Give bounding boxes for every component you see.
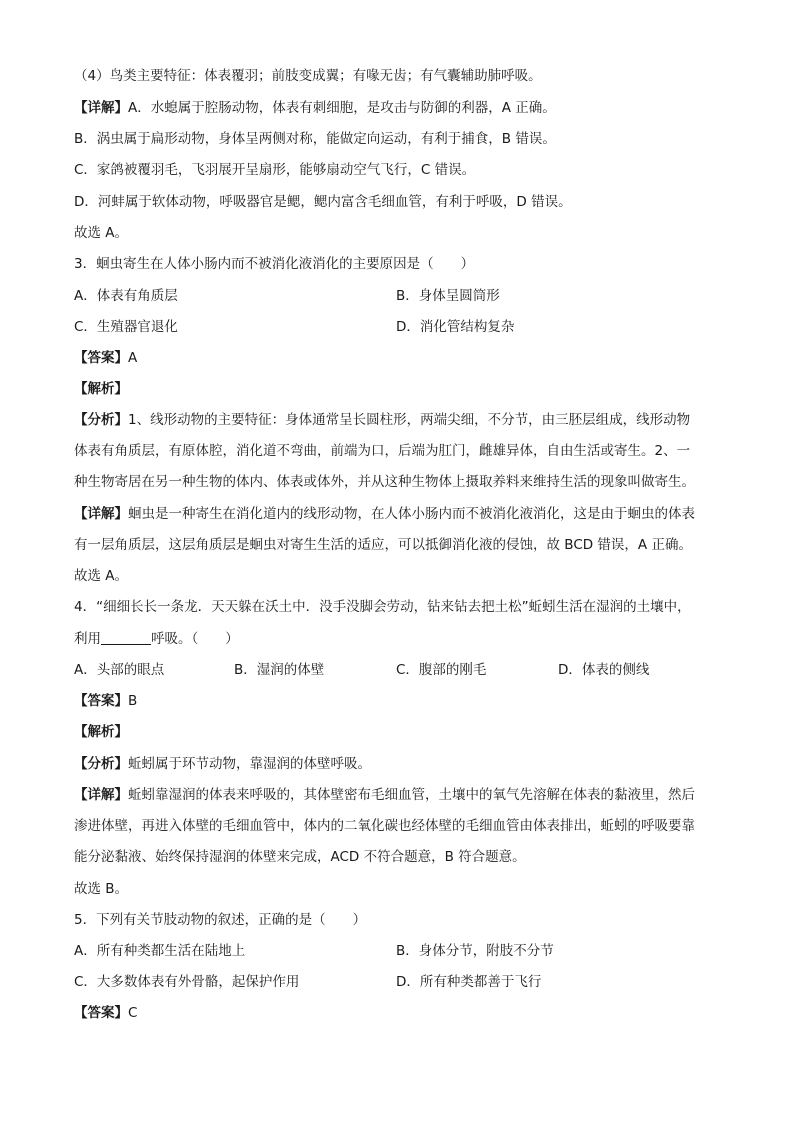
q4-option-d: D．体表的侧线 <box>558 662 650 678</box>
q3-fenxi-line-3: 种生物寄居在另一种生物的体内、体表或体外，并从这种生物体上摄取养料来维持生活的现象叫做寄生。 <box>74 474 695 490</box>
q4-option-a: A．头部的眼点 <box>74 662 165 678</box>
fenxi-tag: 【分析】 <box>74 412 128 428</box>
detail-text: 蚯蚓靠湿润的体表来呼吸的，其体壁密布毛细血管，土壤中的氧气先溶解在体表的黏液里，然后 <box>128 787 695 803</box>
intro-detail-line-d: D．河蚌属于软体动物，呼吸器官是鳃，鳃内富含毛细血管，有利于呼吸，D 错误。 <box>74 194 572 210</box>
answer-value: C <box>128 1005 138 1021</box>
detail-tag: 【详解】 <box>74 787 128 803</box>
fill-in-blank <box>101 630 151 645</box>
answer-value: B <box>128 693 138 709</box>
detail-text: A．水螅属于腔肠动物，体表有刺细胞，是攻击与防御的利器，A 正确。 <box>128 100 556 116</box>
q3-detail-line-1 <box>74 504 734 524</box>
q5-option-b: B．身体分节，附肢不分节 <box>396 943 554 959</box>
fenxi-text: 1、线形动物的主要特征：身体通常呈长圆柱形，两端尖细，不分节，由三胚层组成，线形动物 <box>128 412 691 428</box>
q4-option-c: C．腹部的刚毛 <box>396 662 487 678</box>
q5-option-c: C．大多数体表有外骨骼，起保护作用 <box>74 974 300 990</box>
q4-option-b: B．湿润的体壁 <box>234 662 325 678</box>
q3-conclusion: 故选 A。 <box>74 568 129 584</box>
intro-line-bird-features: （4）鸟类主要特征：体表覆羽；前肢变成翼；有喙无齿；有气囊辅助肺呼吸。 <box>74 68 542 84</box>
q3-option-a: A．体表有角质层 <box>74 288 178 304</box>
q4-stem-line-1: 4．“细细长长一条龙．天天躲在沃土中．没手没脚会劳动，钻来钻去把土松”蚯蚓生活在湿润的土壤中， <box>74 599 691 615</box>
q3-option-c: C．生殖器官退化 <box>74 319 178 335</box>
q3-option-b: B．身体呈圆筒形 <box>396 288 500 304</box>
q5-option-a: A．所有种类都生活在陆地上 <box>74 943 246 959</box>
answer-tag: 【答案】 <box>74 1005 128 1021</box>
q4-detail-line-3: 能分泌黏液、始终保持湿润的体壁来完成，ACD 不符合题意，B 符合题意。 <box>74 849 526 865</box>
q4-stem-suffix: 呼吸。（ ） <box>151 631 239 647</box>
q4-detail-line-2: 渗进体壁，再进入体壁的毛细血管中，体内的二氧化碳也经体壁的毛细血管由体表排出，蚯蚓的呼吸要靠 <box>74 818 695 834</box>
q4-detail-line-1 <box>74 785 734 805</box>
intro-detail-line-a <box>74 98 734 118</box>
answer-tag: 【答案】 <box>74 350 128 366</box>
q4-analysis-tag: 【解析】 <box>74 724 128 740</box>
q3-answer <box>74 348 734 368</box>
fenxi-text: 蚯蚓属于环节动物，靠湿润的体壁呼吸。 <box>128 756 371 772</box>
q5-stem: 5．下列有关节肢动物的叙述，正确的是（ ） <box>74 912 367 928</box>
detail-tag: 【详解】 <box>74 506 128 522</box>
detail-text: 蛔虫是一种寄生在消化道内的线形动物，在人体小肠内而不被消化液消化，这是由于蛔虫的体表 <box>128 506 695 522</box>
intro-conclusion: 故选 A。 <box>74 225 129 241</box>
fenxi-tag: 【分析】 <box>74 756 128 772</box>
q3-stem: 3．蛔虫寄生在人体小肠内而不被消化液消化的主要原因是（ ） <box>74 256 475 272</box>
q5-option-d: D．所有种类都善于飞行 <box>396 974 542 990</box>
intro-detail-line-b: B．涡虫属于扁形动物，身体呈两侧对称，能做定向运动，有利于捕食，B 错误。 <box>74 131 556 147</box>
q3-analysis-tag: 【解析】 <box>74 381 128 397</box>
answer-value: A <box>128 350 138 366</box>
q4-stem-prefix: 利用 <box>74 631 101 647</box>
q4-conclusion: 故选 B。 <box>74 881 129 897</box>
q4-answer <box>74 691 734 711</box>
q5-answer <box>74 1003 734 1023</box>
q3-option-d: D．消化管结构复杂 <box>396 319 515 335</box>
detail-tag: 【详解】 <box>74 100 128 116</box>
q3-fenxi-line-2: 体表有角质层，有原体腔，消化道不弯曲，前端为口，后端为肛门，雌雄异体，自由生活或寄生。2、一 <box>74 443 691 459</box>
intro-detail-line-c: C．家鸽被覆羽毛，飞羽展开呈扇形，能够扇动空气飞行，C 错误。 <box>74 162 476 178</box>
answer-tag: 【答案】 <box>74 693 128 709</box>
q4-fenxi <box>74 754 734 774</box>
q3-detail-line-2: 有一层角质层，这层角质层是蛔虫对寄生生活的适应，可以抵御消化液的侵蚀，故 BCD 错误，A 正确。 <box>74 537 692 553</box>
q4-stem-line-2 <box>74 629 734 649</box>
q3-fenxi-line-1 <box>74 410 734 430</box>
